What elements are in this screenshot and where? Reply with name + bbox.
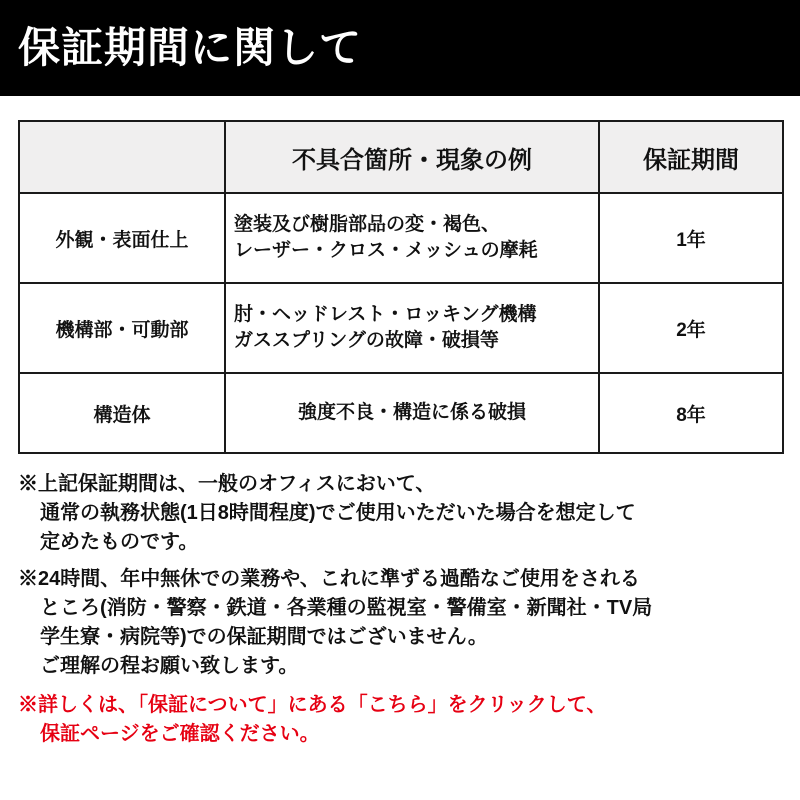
note-line: 保証ページをご確認ください。 bbox=[40, 723, 320, 745]
row-category: 機構部・可動部 bbox=[19, 283, 225, 373]
note-line: ※詳しくは、「保証について」にある「こちら」をクリックして、 bbox=[18, 694, 607, 716]
row-example-line: 強度不良・構造に係る破損 bbox=[297, 402, 526, 424]
table-header-row bbox=[19, 121, 783, 193]
row-example-line: 塗装及び樹脂部品の変・褐色、 bbox=[234, 214, 501, 236]
note-exclusions bbox=[18, 565, 782, 681]
note-warranty-link bbox=[18, 691, 782, 749]
row-category: 外観・表面仕上 bbox=[19, 193, 225, 283]
note-usage-assumption bbox=[18, 470, 782, 557]
row-example bbox=[225, 373, 599, 453]
note-line: ご理解の程お願い致します。 bbox=[40, 655, 299, 677]
row-period: 1年 bbox=[599, 193, 783, 283]
table-header-category bbox=[19, 121, 225, 193]
row-example-line: ガススプリングの故障・破損等 bbox=[234, 330, 499, 351]
page-header bbox=[0, 0, 800, 96]
page-title: 保証期間に関して bbox=[18, 24, 363, 71]
table-row bbox=[19, 283, 783, 373]
row-period: 2年 bbox=[599, 283, 783, 373]
notes-section bbox=[0, 454, 800, 749]
warranty-table bbox=[18, 120, 784, 454]
table-header-example: 不具合箇所・現象の例 bbox=[225, 121, 599, 193]
row-example bbox=[225, 193, 599, 283]
row-category: 構造体 bbox=[19, 373, 225, 453]
note-line: 学生寮・病院等)での保証期間ではございません。 bbox=[40, 626, 488, 648]
table-head bbox=[19, 121, 783, 193]
table-row bbox=[19, 193, 783, 283]
table-header-period: 保証期間 bbox=[599, 121, 783, 193]
warranty-table-container bbox=[0, 96, 800, 454]
note-line: ※上記保証期間は、一般のオフィスにおいて、 bbox=[18, 473, 436, 495]
note-line: 通常の執務状態(1日8時間程度)でご使用いただいた場合を想定して bbox=[40, 502, 636, 524]
note-line: 定めたものです。 bbox=[40, 531, 199, 553]
row-example-line: レーザー・クロス・メッシュの摩耗 bbox=[234, 240, 538, 261]
table-body bbox=[19, 193, 783, 453]
row-example bbox=[225, 283, 599, 373]
table-row bbox=[19, 373, 783, 453]
row-example-line: 肘・ヘッドレスト・ロッキング機構 bbox=[234, 304, 537, 326]
row-period: 8年 bbox=[599, 373, 783, 453]
note-line: ところ(消防・警察・鉄道・各業種の監視室・警備室・新聞社・TV局 bbox=[40, 597, 653, 619]
note-line: ※24時間、年中無休での業務や、これに準ずる過酷なご使用をされる bbox=[18, 568, 640, 590]
